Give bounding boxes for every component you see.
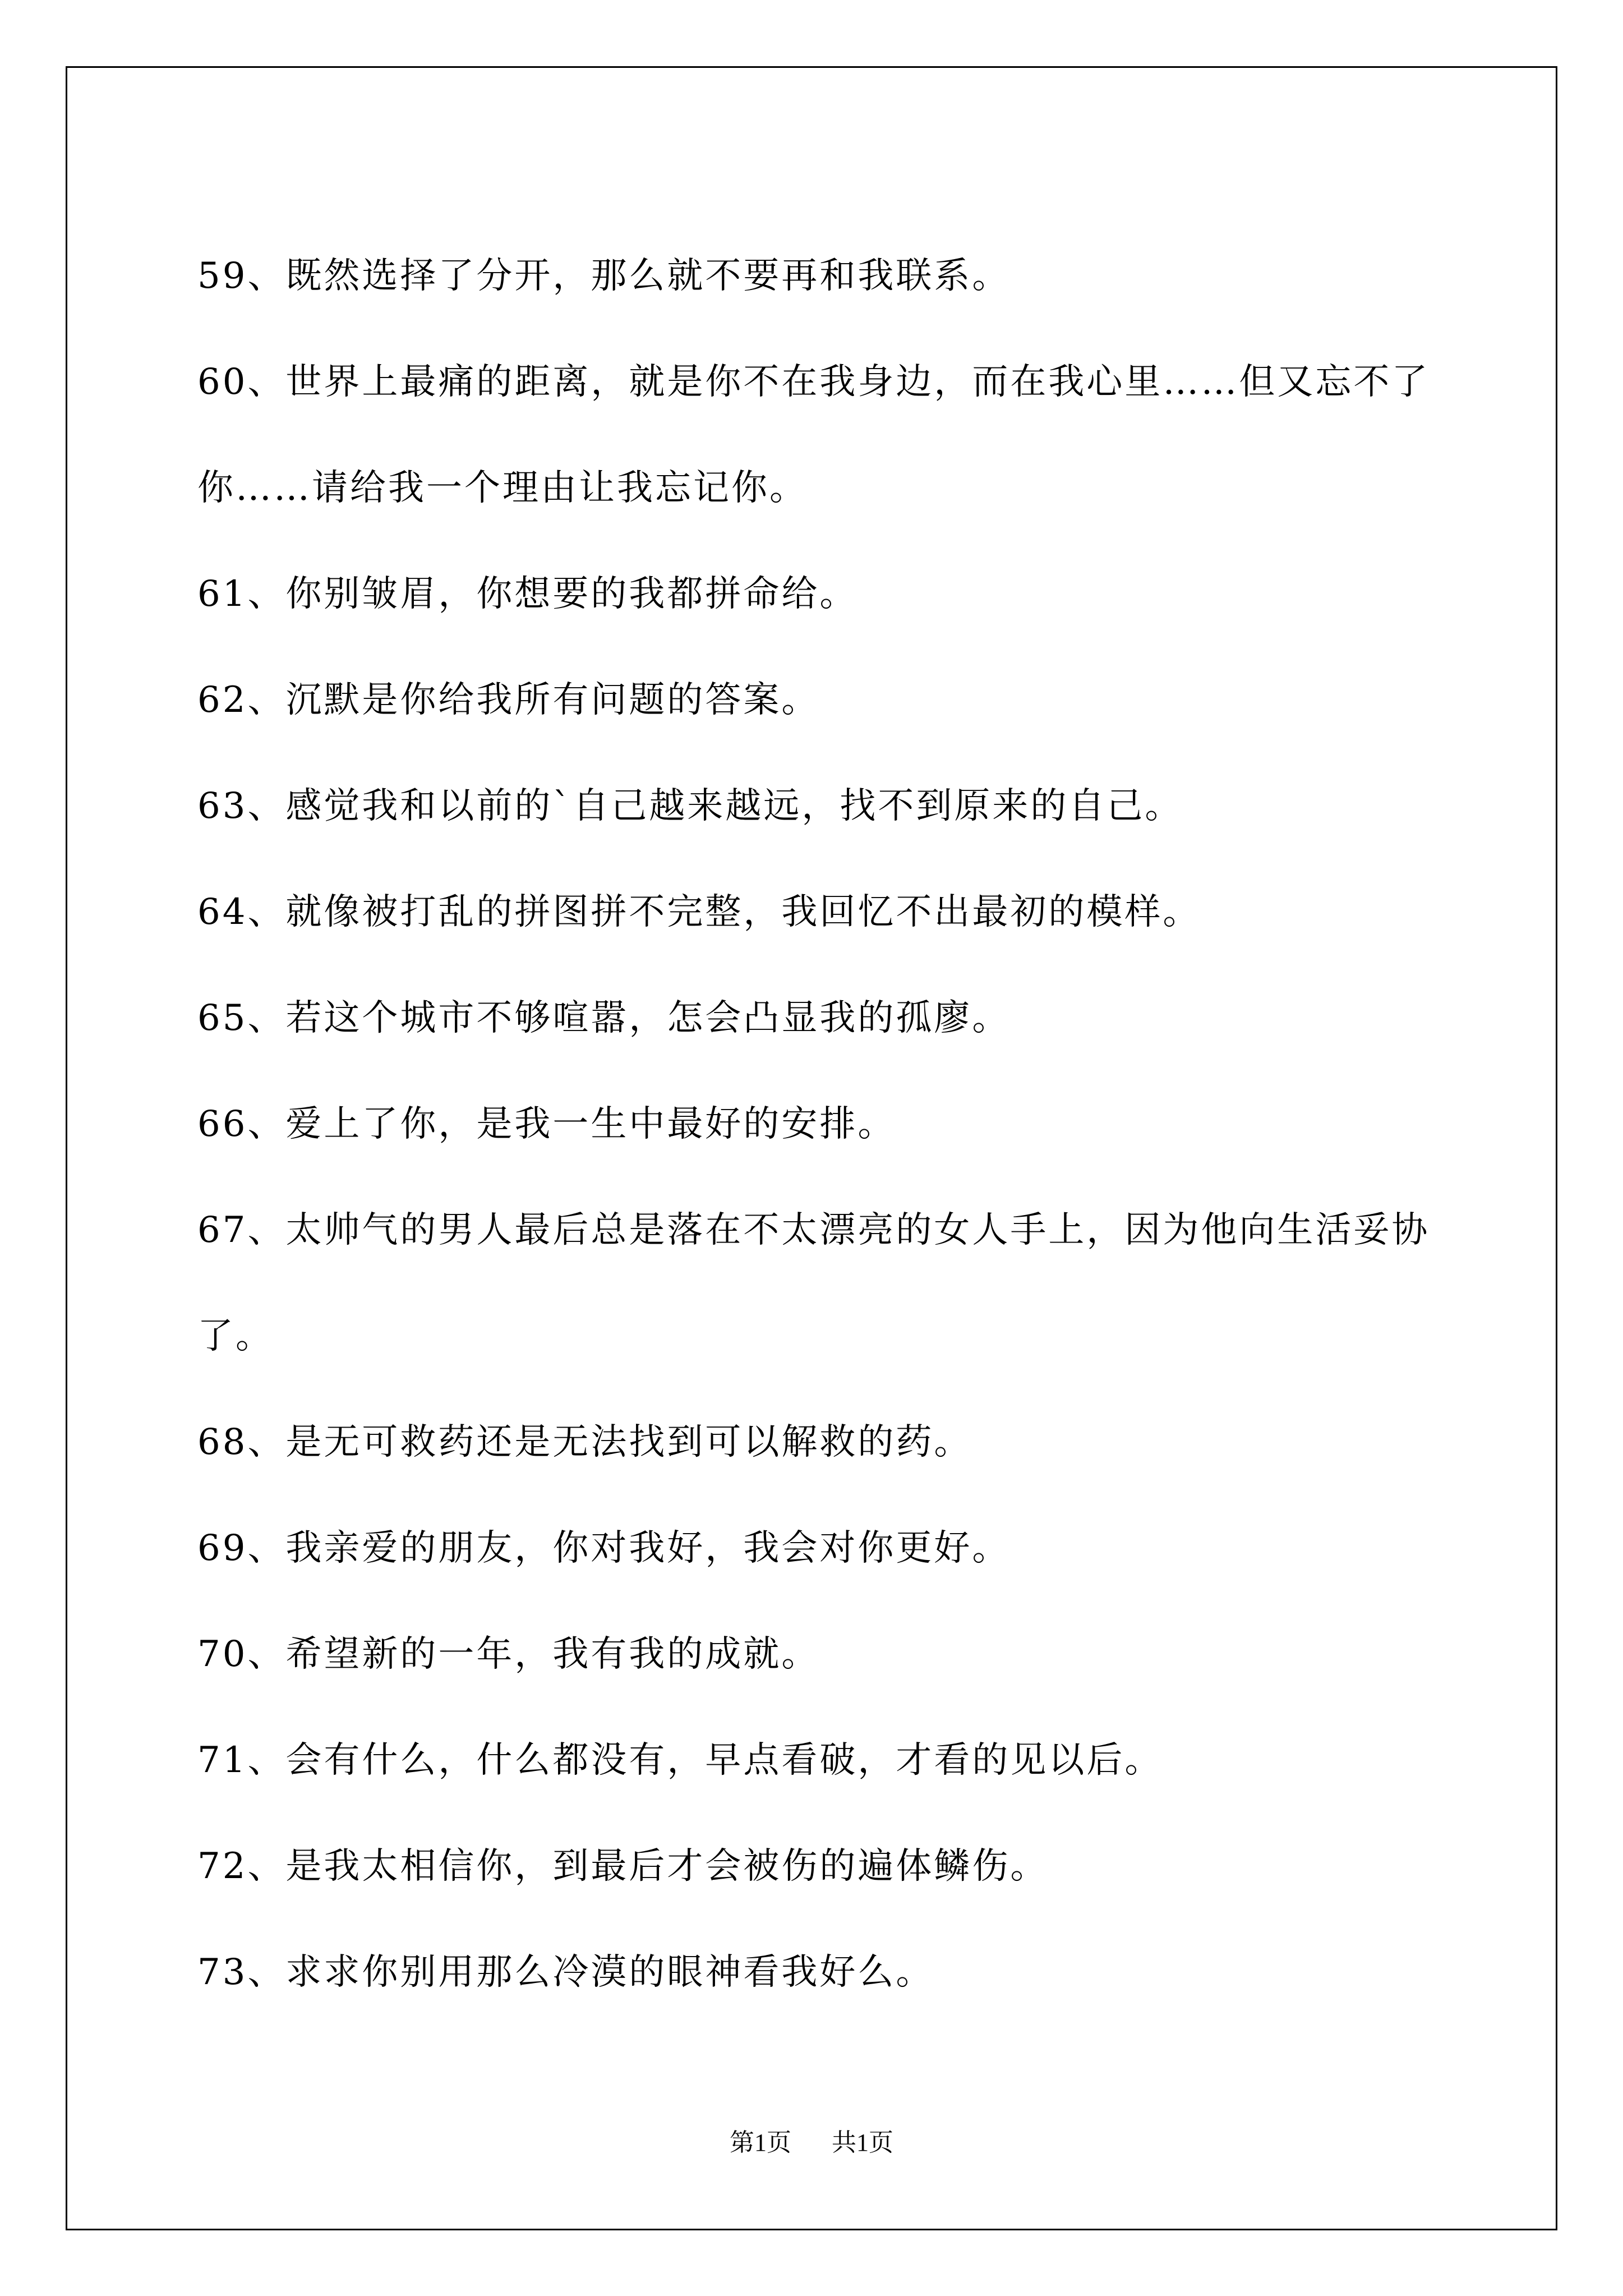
paragraph-64: 64、就像被打乱的拼图拼不完整，我回忆不出最初的模样。 bbox=[197, 891, 1201, 933]
paragraph-70: 70、希望新的一年，我有我的成就。 bbox=[197, 1634, 820, 1675]
paragraph-72: 72、是我太相信你，到最后才会被伤的遍体鳞伤。 bbox=[197, 1846, 1049, 1887]
document-body bbox=[197, 223, 1459, 2026]
paragraph-73: 73、求求你别用那么冷漠的眼神看我好么。 bbox=[197, 1952, 934, 1993]
paragraph-61: 61、你别皱眉，你想要的我都拼命给。 bbox=[197, 573, 858, 615]
paragraph-59: 59、既然选择了分开，那么就不要再和我联系。 bbox=[197, 255, 1011, 297]
paragraph-67: 67、太帅气的男人最后总是落在不太漂亮的女人手上，因为他向生活妥协了。 bbox=[197, 1209, 1430, 1357]
paragraph-69: 69、我亲爱的朋友，你对我好，我会对你更好。 bbox=[197, 1527, 1011, 1569]
paragraph-63: 63、感觉我和以前的`自己越来越远，找不到原来的自己。 bbox=[197, 785, 1183, 827]
page-number: 第1页 bbox=[730, 2129, 791, 2156]
paragraph-66: 66、爱上了你，是我一生中最好的安排。 bbox=[197, 1103, 896, 1145]
paragraph-68: 68、是无可救药还是无法找到可以解救的药。 bbox=[197, 1421, 972, 1463]
paragraph-71: 71、会有什么，什么都没有，早点看破，才看的见以后。 bbox=[197, 1740, 1163, 1781]
paragraph-62: 62、沉默是你给我所有问题的答案。 bbox=[197, 679, 820, 721]
page-total: 共1页 bbox=[832, 2129, 893, 2156]
page-footer bbox=[0, 2126, 1623, 2160]
paragraph-65: 65、若这个城市不够喧嚣，怎会凸显我的孤廖。 bbox=[197, 997, 1011, 1039]
paragraph-60: 60、世界上最痛的距离，就是你不在我身边，而在我心里……但又忘不了你……请给我一个理由让我忘记你。 bbox=[197, 361, 1430, 509]
